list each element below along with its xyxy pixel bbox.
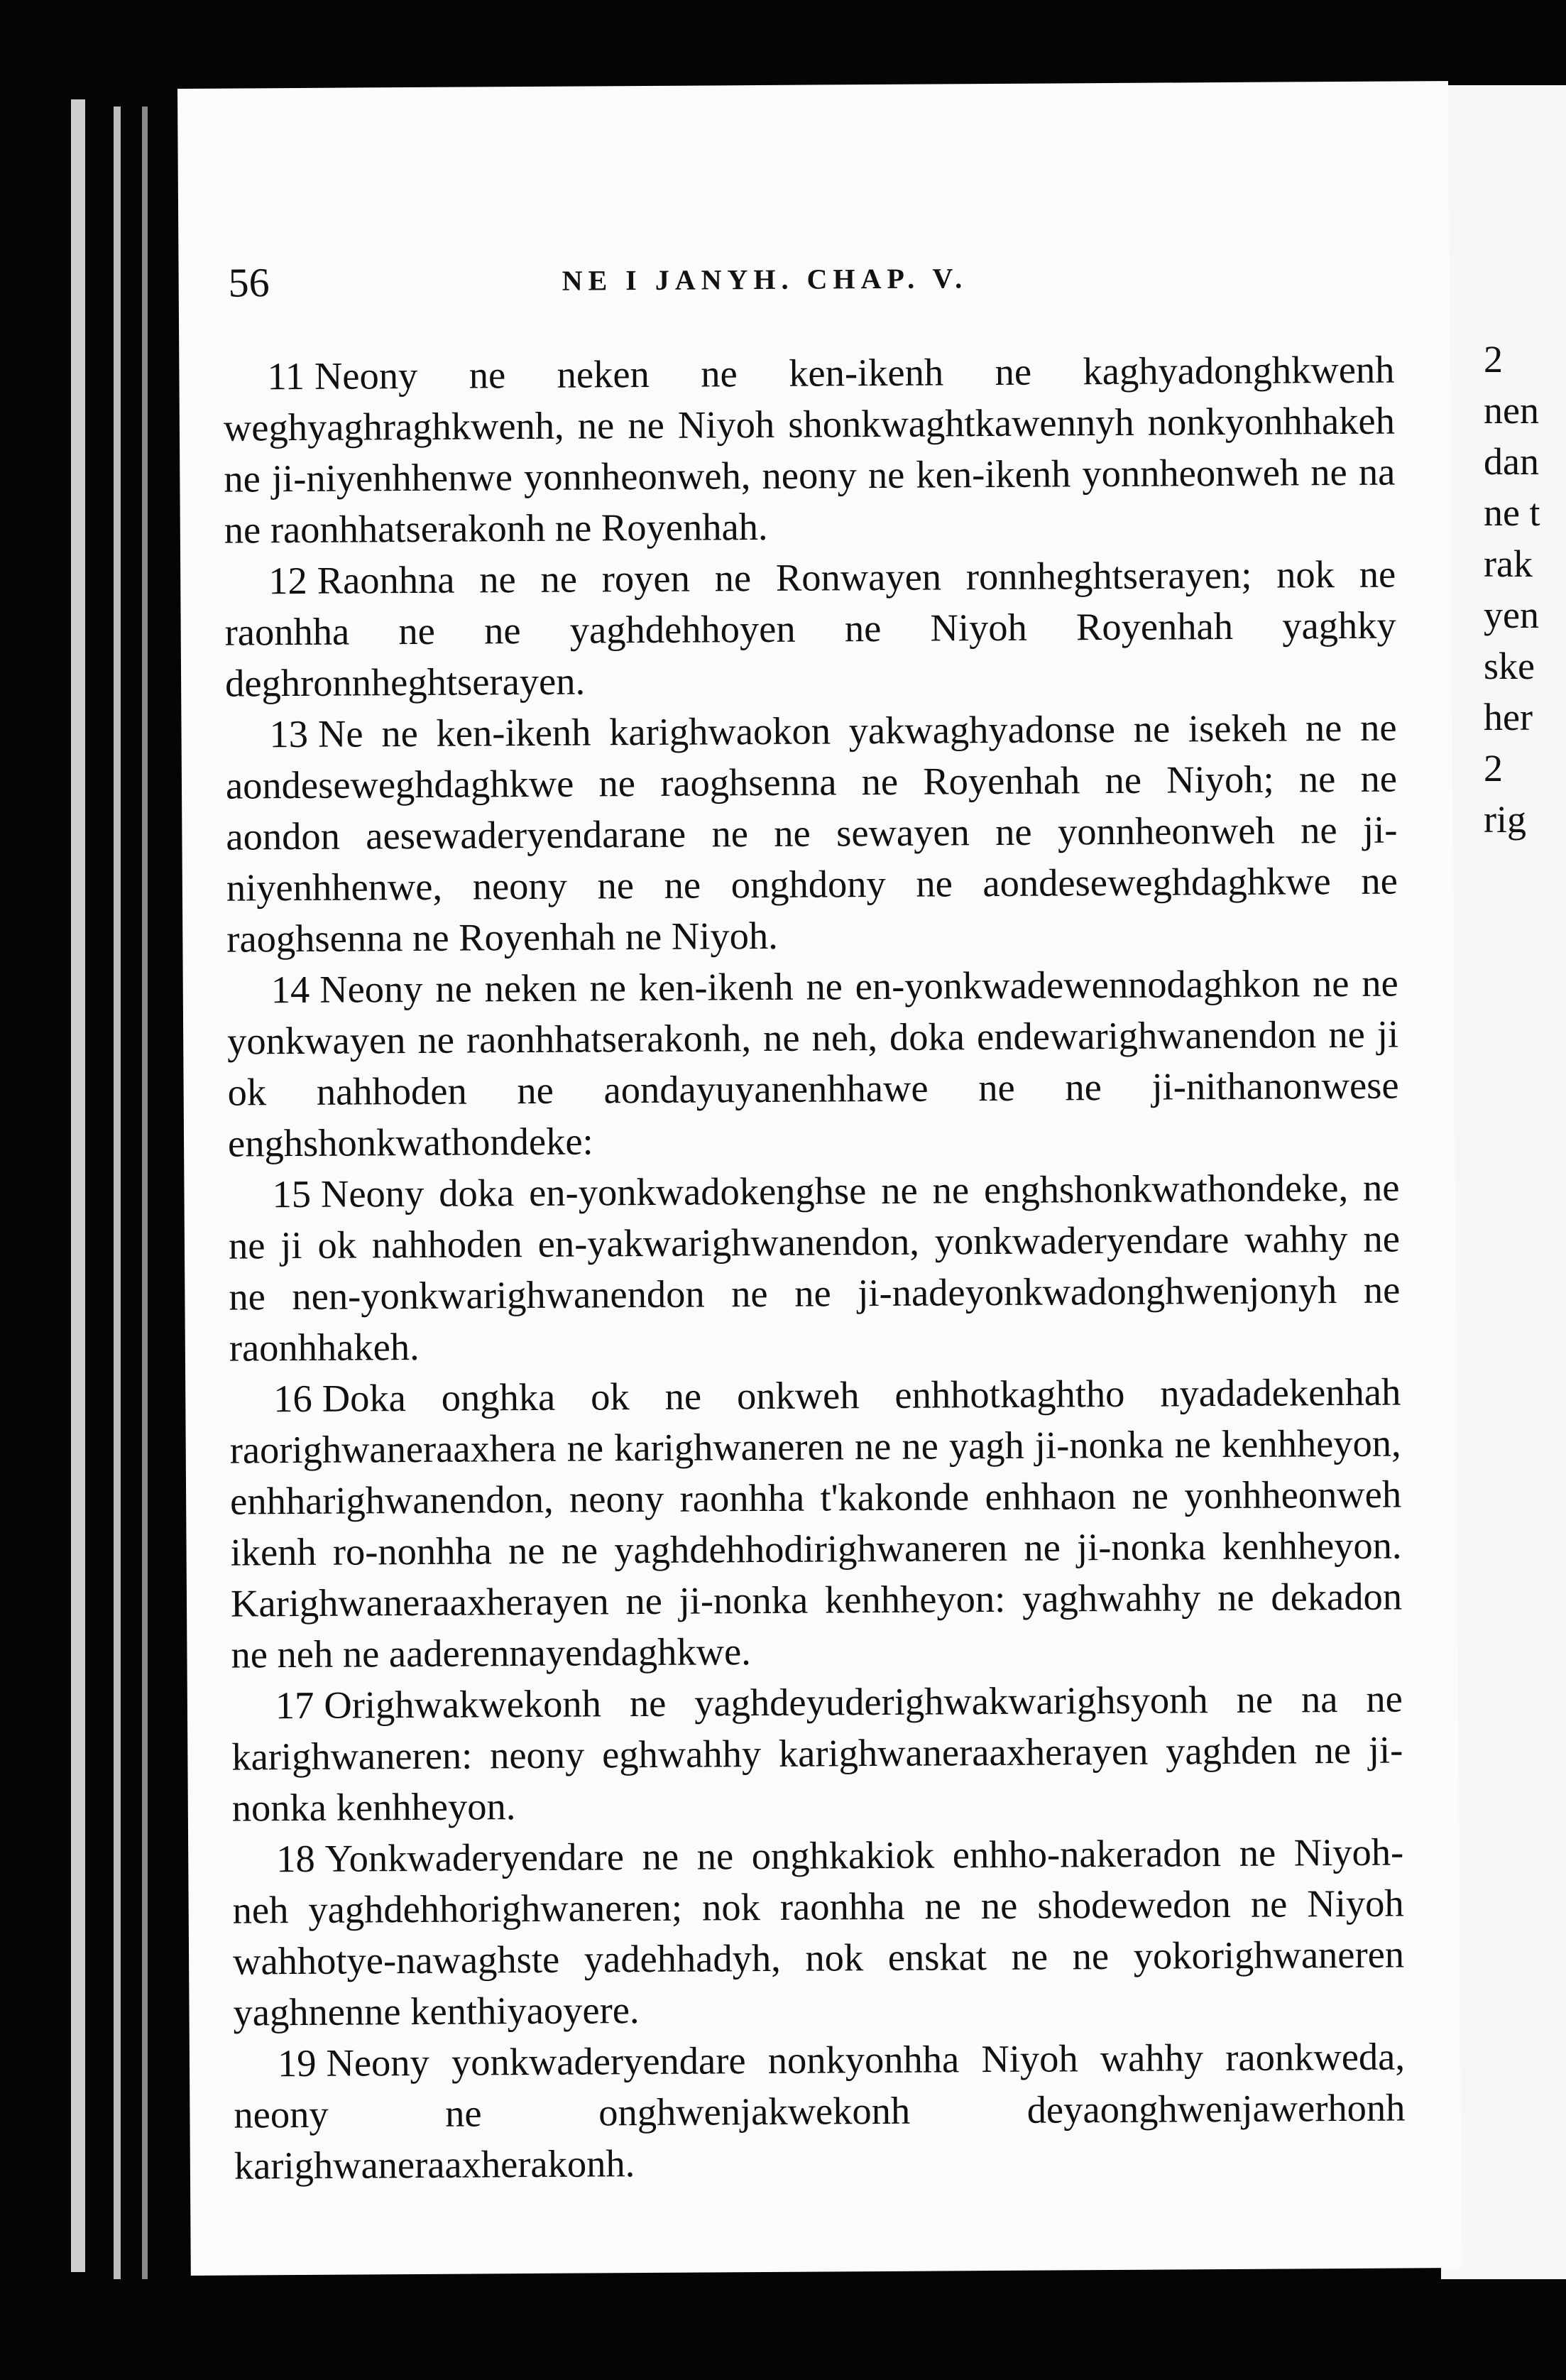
verse: [228, 1162, 1401, 1374]
verse-text: Orighwakwekonh ne yaghdeyuderighwakwarighsyonh ne na ne karighwaneren: neony eghwahhy karighwaneraaxherayen yaghden ne ji-nonka kenhheyon.: [231, 1676, 1403, 1830]
verse-number: 15: [272, 1172, 312, 1216]
facing-line: nen: [1484, 389, 1539, 432]
facing-line: her: [1484, 696, 1533, 738]
verse: [232, 1826, 1405, 2038]
page-number: 56: [228, 259, 270, 306]
page-edge: [71, 99, 85, 2272]
running-head: NE I JANYH. CHAP. V.: [562, 262, 968, 297]
verse-number: 17: [275, 1683, 314, 1727]
book-page: [177, 81, 1462, 2276]
verse: [229, 1367, 1403, 1681]
page-edge: [142, 107, 148, 2279]
verse: [223, 344, 1396, 556]
verse-number: 13: [269, 711, 309, 756]
verse-text: Neony yonkwaderyendare nonkyonhha Niyoh wahhy raonkweda, neony ne onghwenjakwekonh deyaonghwenjawerhonh karighwaneraaxherakonh.: [234, 2034, 1406, 2188]
verse: [225, 702, 1398, 965]
verse-number: 11: [267, 354, 305, 398]
facing-line: ske: [1484, 645, 1535, 687]
facing-line: rak: [1484, 542, 1533, 585]
page-body: [223, 344, 1406, 2192]
verse: [234, 2031, 1406, 2191]
verse-number: 16: [273, 1376, 312, 1421]
facing-line: ne t: [1484, 491, 1540, 534]
verse-text: Raonhna ne ne royen ne Ronwayen ronnheghtserayen; nok ne raonhha ne ne yaghdehhoyen ne Niyoh Royenhah yaghky deghronnheghtserayen.: [224, 552, 1396, 705]
verse-text: Neony doka en-yonkwadokenghse ne ne enghshonkwathondeke, ne ne ji ok nahhoden en-yakwarighwanendon, yonkwaderyendare wahhy ne ne nen-yonkwarighwanendon ne ne ji-nadeyonkwadonghwenjonyh ne raonhhakeh.: [228, 1165, 1401, 1370]
verse: [224, 549, 1396, 709]
verse-number: 12: [268, 558, 307, 603]
verse-text: Doka onghka ok ne onkweh enhhotkaghtho nyadadekenhah raorighwaneraaxhera ne karighwaneren ne ne yagh ji-nonka ne kenhheyon, enhharighwanendon, neony raonhha t'kakonde enhhaon ne yonhheonweh ikenh ro-nonhha ne ne yaghdehhodirighwaneren ne ji-nonka kenhheyon. Karighwaneraaxherayen ne ji-nonka kenhheyon: yaghwahhy ne dekadon ne neh ne aaderennayendaghkwe.: [229, 1370, 1403, 1676]
page-header: [228, 251, 1406, 315]
facing-page-text: [1484, 334, 1566, 845]
facing-line: dan: [1484, 440, 1539, 483]
facing-line: yen: [1484, 594, 1539, 636]
verse-number: 18: [276, 1836, 315, 1881]
facing-line: 2: [1484, 338, 1503, 381]
verse-text: Ne ne ken-ikenh karighwaokon yakwaghyadonse ne isekeh ne ne aondeseweghdaghkwe ne raoghsenna ne Royenhah ne Niyoh; ne ne aondon aesewaderyendarane ne ne sewayen ne yonnheonweh ne ji-niyenhhenwe, neony ne ne onghdony ne aondeseweghdaghkwe ne raoghsenna ne Royenhah ne Niyoh.: [225, 705, 1398, 961]
facing-line: 2: [1484, 747, 1503, 790]
verse-text: Yonkwaderyendare ne ne onghkakiok enhho-nakeradon ne Niyoh-neh yaghdehhorighwaneren; nok raonhha ne ne shodewedon ne Niyoh wahhotye-nawaghste yadehhadyh, nok enskat ne ne yokorighwaneren yaghnenne kenthiyaoyere.: [232, 1830, 1405, 2034]
verse-number: 19: [277, 2041, 317, 2085]
verse: [227, 958, 1400, 1169]
verse-number: 14: [270, 967, 310, 1012]
page-edge: [114, 107, 121, 2279]
facing-line: rig: [1484, 798, 1526, 841]
verse-text: Neony ne neken ne ken-ikenh ne en-yonkwadewennodaghkon ne ne yonkwayen ne raonhhatserakonh, ne neh, doka endewarighwanendon ne ji ok nahhoden ne aondayuyanenhhawe ne ne ji-nithanonwese enghshonkwathondeke:: [227, 961, 1399, 1165]
verse: [231, 1674, 1403, 1834]
verse-text: Neony ne neken ne ken-ikenh ne kaghyadonghkwenh weghyaghraghkwenh, ne ne Niyoh shonkwaghtkawennyh nonkyonhhakeh ne ji-niyenhhenwe yonnheonweh, neony ne ken-ikenh yonnheonweh ne na ne raonhhatserakonh ne Royenhah.: [223, 347, 1396, 552]
